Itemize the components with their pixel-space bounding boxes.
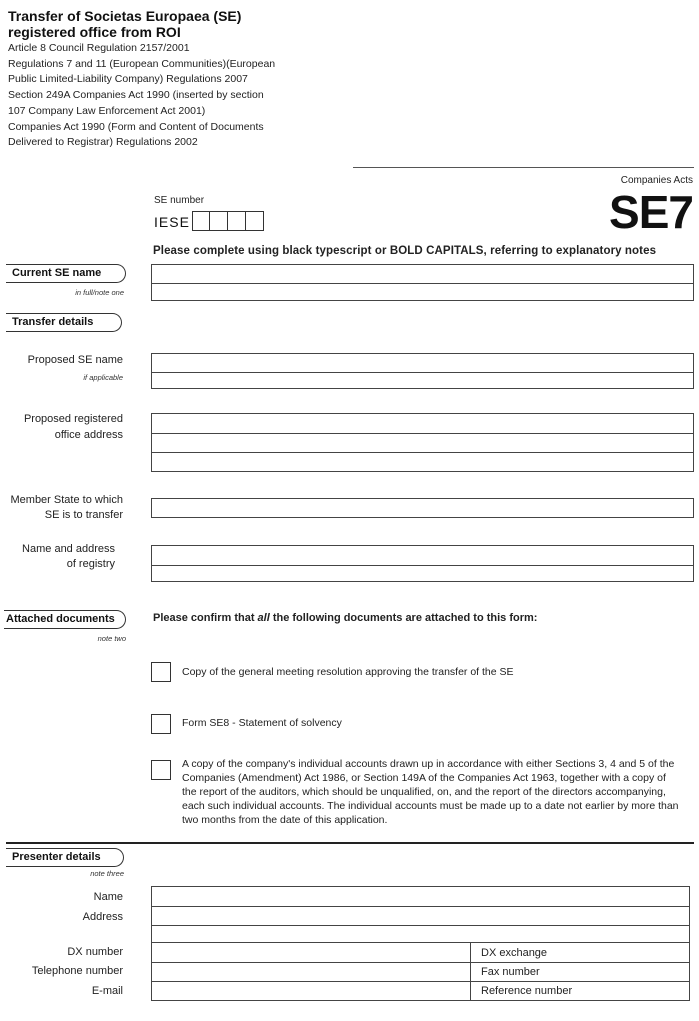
se-number-input[interactable] [192, 211, 264, 231]
form-se8-checkbox[interactable] [151, 714, 171, 734]
proposed-se-note: if applicable [83, 373, 123, 382]
reference-line: Regulations 7 and 11 (European Communities)(European [8, 57, 276, 70]
transfer-details-tab: Transfer details [6, 313, 122, 332]
proposed-office-label-1: Proposed registered [23, 413, 123, 425]
registry-line[interactable] [152, 565, 693, 581]
reference-line: Section 249A Companies Act 1990 (inserted by section [8, 89, 264, 102]
member-state-label-1: Member State to which [10, 494, 123, 506]
member-state-label-2: SE is to transfer [44, 509, 123, 521]
telephone-field[interactable] [152, 962, 470, 981]
registry-label-2: of registry [66, 558, 115, 570]
reference-line: Public Limited-Liability Company) Regulations 2007 [8, 73, 248, 86]
iese-prefix: IESE [154, 214, 190, 230]
legal-references [8, 41, 328, 151]
registry-field[interactable] [151, 545, 694, 582]
attached-note: note two [97, 634, 126, 643]
proposed-office-field[interactable] [151, 413, 694, 472]
confirm-attachments-text: Please confirm that all the following documents are attached to this form: [153, 612, 538, 624]
proposed-office-line[interactable] [152, 414, 693, 433]
member-state-field[interactable] [151, 498, 694, 518]
title-line-2: registered office from ROI [8, 24, 181, 40]
se-number-digit[interactable] [228, 211, 246, 231]
telephone-label: Telephone number [31, 965, 123, 977]
dx-number-field[interactable] [152, 943, 470, 962]
se-number-digit[interactable] [192, 211, 210, 231]
reference-line: Delivered to Registrar) Regulations 2002 [8, 136, 198, 149]
proposed-office-line[interactable] [152, 433, 693, 452]
presenter-name-label: Name [93, 891, 123, 903]
proposed-office-label-2: office address [54, 429, 123, 441]
email-label: E-mail [91, 985, 123, 997]
fax-label: Fax number [481, 966, 540, 978]
title-line-1: Transfer of Societas Europaea (SE) [8, 8, 242, 24]
section-divider [6, 842, 694, 844]
resolution-text: Copy of the general meeting resolution approving the transfer of the SE [182, 666, 514, 678]
current-se-name-line[interactable] [152, 283, 693, 300]
accounts-checkbox[interactable] [151, 760, 171, 780]
proposed-se-name-field[interactable] [151, 353, 694, 389]
form-code: SE7 [609, 186, 693, 238]
accounts-text: A copy of the company's individual accounts drawn up in accordance with either Sections 3, 4 and 5 of the Companies (Amendment) Act 1986, or Section 149A of the Companies Act 1963, together with a copy of the report of the auditors, which should be unqualified, on, and the report of the directors accompanying, each such individual accounts. The individual accounts must be made up to a date not earlier by more than two months from the date of this application. [182, 758, 679, 826]
presenter-name-address-field[interactable] [151, 886, 690, 943]
reference-line: 107 Company Law Enforcement Act 2001) [8, 104, 206, 117]
presenter-address-line[interactable] [152, 925, 689, 942]
presenter-address-label: Address [82, 911, 123, 923]
form-title [8, 8, 308, 40]
presenter-address-line[interactable] [152, 906, 689, 925]
attached-documents-tab: Attached documents [4, 610, 126, 629]
proposed-se-name-label: Proposed SE name [27, 354, 123, 366]
resolution-checkbox[interactable] [151, 662, 171, 682]
se-number-label: SE number [154, 195, 205, 206]
email-field[interactable] [152, 981, 470, 1000]
presenter-note: note three [90, 869, 124, 878]
reference-label: Reference number [481, 985, 573, 997]
header-rule [353, 167, 694, 168]
presenter-name-line[interactable] [152, 887, 689, 906]
reference-line: Companies Act 1990 (Form and Content of Documents [8, 120, 264, 133]
presenter-details-tab: Presenter details [6, 848, 124, 867]
registry-line[interactable] [152, 546, 693, 565]
presenter-contact-left[interactable] [151, 942, 471, 1001]
se-number-digit[interactable] [210, 211, 228, 231]
reference-line: Article 8 Council Regulation 2157/2001 [8, 42, 190, 54]
proposed-se-name-line[interactable] [152, 354, 693, 372]
current-se-note: in full/note one [75, 288, 124, 297]
form-se8-text: Form SE8 - Statement of solvency [182, 717, 342, 729]
completion-instruction: Please complete using black typescript or BOLD CAPITALS, referring to explanatory notes [153, 245, 657, 257]
dx-exchange-label: DX exchange [481, 947, 548, 959]
companies-acts-label: Companies Acts [620, 175, 693, 186]
proposed-office-line[interactable] [152, 452, 693, 471]
current-se-name-tab: Current SE name [6, 264, 126, 283]
current-se-name-field[interactable] [151, 264, 694, 301]
dx-number-label: DX number [67, 946, 123, 958]
registry-label-1: Name and address [22, 543, 115, 555]
se-number-digit[interactable] [246, 211, 264, 231]
proposed-se-name-line[interactable] [152, 372, 693, 388]
current-se-name-line[interactable] [152, 265, 693, 283]
